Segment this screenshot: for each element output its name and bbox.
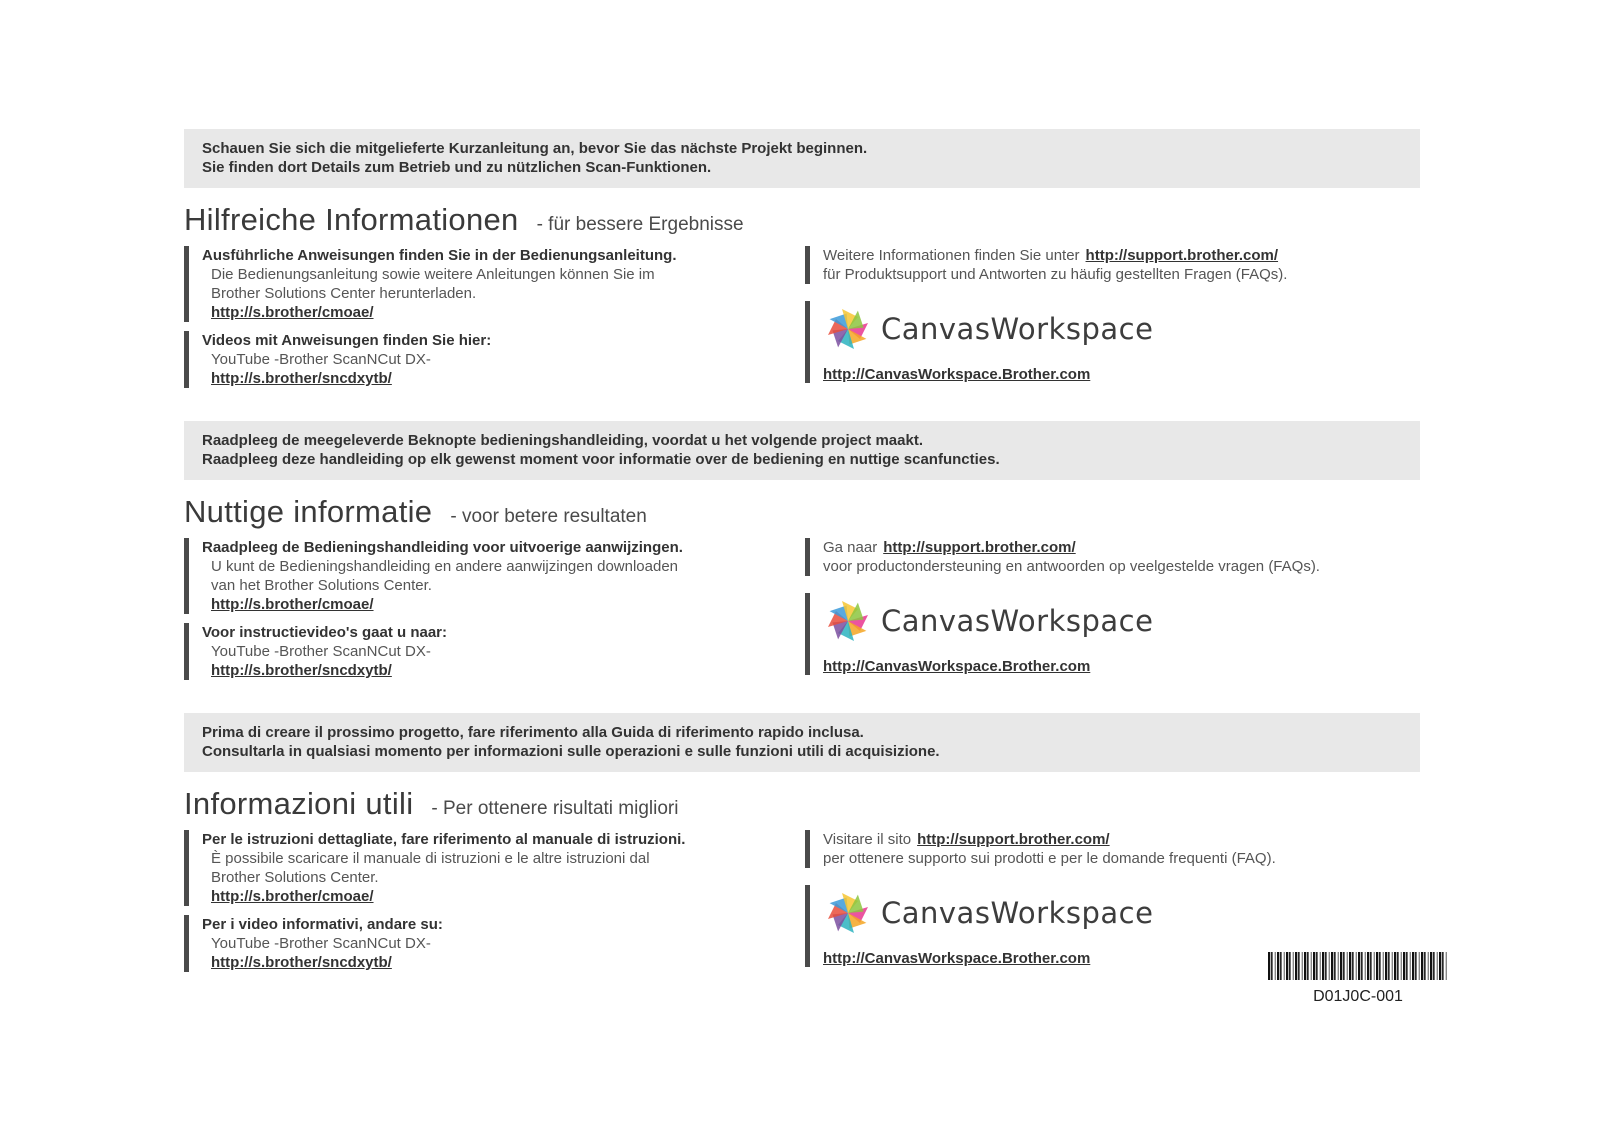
- banner-line: Raadpleeg deze handleiding op elk gewenst moment voor informatie over de bediening en nuttige scanfuncties.: [202, 451, 1000, 468]
- canvasworkspace-logo-icon: [823, 596, 873, 646]
- canvasworkspace-logo-icon: [823, 888, 873, 938]
- manual-info-block: [184, 538, 683, 614]
- video-link[interactable]: http://s.brother/sncdxytb/: [211, 954, 392, 971]
- canvasworkspace-link[interactable]: http://CanvasWorkspace.Brother.com: [823, 366, 1091, 383]
- info-section: [184, 129, 1420, 398]
- support-prefix: Weitere Informationen finden Sie unter: [823, 247, 1080, 264]
- support-info-block: [805, 538, 1320, 576]
- banner-line: Schauen Sie sich die mitgelieferte Kurzanleitung an, bevor Sie das nächste Projekt beginnen.: [202, 140, 868, 157]
- manual-line: È possibile scaricare il manuale di istruzioni e le altre istruzioni dal: [211, 850, 650, 867]
- manual-link[interactable]: http://s.brother/cmoae/: [211, 304, 374, 321]
- section-heading: [184, 202, 1420, 238]
- canvasworkspace-logo: [823, 593, 1153, 649]
- video-link[interactable]: http://s.brother/sncdxytb/: [211, 662, 392, 679]
- video-info-block: [184, 915, 443, 972]
- video-info-block: [184, 331, 491, 388]
- support-line: voor productondersteuning en antwoorden op veelgestelde vragen (FAQs).: [823, 558, 1320, 575]
- manual-info-block: [184, 830, 685, 906]
- manual-title: Per le istruzioni dettagliate, fare riferimento al manuale di istruzioni.: [202, 831, 686, 848]
- canvasworkspace-name: CanvasWorkspace: [881, 311, 1154, 346]
- support-line: per ottenere supporto sui prodotti e per le domande frequenti (FAQ).: [823, 850, 1276, 867]
- heading-subtitle: - voor betere resultaten: [450, 506, 647, 527]
- video-title: Videos mit Anweisungen finden Sie hier:: [202, 332, 492, 349]
- banner-line: Consultarla in qualsiasi momento per informazioni sulle operazioni e sulle funzioni utili di acquisizione.: [202, 743, 940, 760]
- barcode: [1268, 952, 1448, 980]
- canvasworkspace-logo-icon: [823, 304, 873, 354]
- canvasworkspace-name: CanvasWorkspace: [881, 603, 1154, 638]
- canvasworkspace-logo: [823, 301, 1153, 357]
- info-section: [184, 421, 1420, 690]
- video-line: YouTube -Brother ScanNCut DX-: [211, 643, 431, 660]
- canvasworkspace-name: CanvasWorkspace: [881, 895, 1154, 930]
- video-link[interactable]: http://s.brother/sncdxytb/: [211, 370, 392, 387]
- video-title: Per i video informativi, andare su:: [202, 916, 443, 933]
- manual-link[interactable]: http://s.brother/cmoae/: [211, 888, 374, 905]
- manual-line: U kunt de Bedieningshandleiding en andere aanwijzingen downloaden: [211, 558, 679, 575]
- video-line: YouTube -Brother ScanNCut DX-: [211, 935, 431, 952]
- info-section: [184, 713, 1420, 982]
- notice-banner: [184, 421, 1420, 480]
- support-link[interactable]: http://support.brother.com/: [883, 539, 1076, 556]
- notice-banner: [184, 129, 1420, 188]
- support-info-block: [805, 830, 1276, 868]
- support-info-block: [805, 246, 1287, 284]
- manual-line: Brother Solutions Center.: [211, 869, 379, 886]
- support-prefix: Ga naar: [823, 539, 878, 556]
- heading-title: Nuttige informatie: [184, 494, 433, 529]
- video-title: Voor instructievideo's gaat u naar:: [202, 624, 448, 641]
- banner-line: Sie finden dort Details zum Betrieb und zu nützlichen Scan-Funktionen.: [202, 159, 712, 176]
- section-heading: [184, 786, 1420, 822]
- manual-line: Die Bedienungsanleitung sowie weitere Anleitungen können Sie im: [211, 266, 655, 283]
- heading-title: Informazioni utili: [184, 786, 414, 821]
- canvasworkspace-block: [805, 301, 1153, 383]
- video-line: YouTube -Brother ScanNCut DX-: [211, 351, 431, 368]
- manual-title: Ausführliche Anweisungen finden Sie in der Bedienungsanleitung.: [202, 247, 677, 264]
- section-heading: [184, 494, 1420, 530]
- document-code: D01J0C-001: [1313, 988, 1403, 1005]
- manual-line: van het Brother Solutions Center.: [211, 577, 432, 594]
- banner-line: Raadpleeg de meegeleverde Beknopte bedieningshandleiding, voordat u het volgende project maakt.: [202, 432, 923, 449]
- canvasworkspace-logo: [823, 885, 1153, 941]
- canvasworkspace-link[interactable]: http://CanvasWorkspace.Brother.com: [823, 950, 1091, 967]
- support-prefix: Visitare il sito: [823, 831, 912, 848]
- video-info-block: [184, 623, 447, 680]
- canvasworkspace-block: [805, 885, 1153, 967]
- manual-info-block: [184, 246, 677, 322]
- support-link[interactable]: http://support.brother.com/: [917, 831, 1110, 848]
- banner-line: Prima di creare il prossimo progetto, fare riferimento alla Guida di riferimento rapido inclusa.: [202, 724, 864, 741]
- canvasworkspace-block: [805, 593, 1153, 675]
- support-line: für Produktsupport und Antworten zu häufig gestellten Fragen (FAQs).: [823, 266, 1288, 283]
- support-link[interactable]: http://support.brother.com/: [1085, 247, 1279, 264]
- manual-title: Raadpleeg de Bedieningshandleiding voor uitvoerige aanwijzingen.: [202, 539, 683, 556]
- manual-line: Brother Solutions Center herunterladen.: [211, 285, 477, 302]
- canvasworkspace-link[interactable]: http://CanvasWorkspace.Brother.com: [823, 658, 1091, 675]
- heading-subtitle: - Per ottenere risultati migliori: [431, 798, 679, 819]
- notice-banner: [184, 713, 1420, 772]
- heading-title: Hilfreiche Informationen: [184, 202, 519, 237]
- heading-subtitle: - für bessere Ergebnisse: [536, 214, 744, 235]
- manual-link[interactable]: http://s.brother/cmoae/: [211, 596, 374, 613]
